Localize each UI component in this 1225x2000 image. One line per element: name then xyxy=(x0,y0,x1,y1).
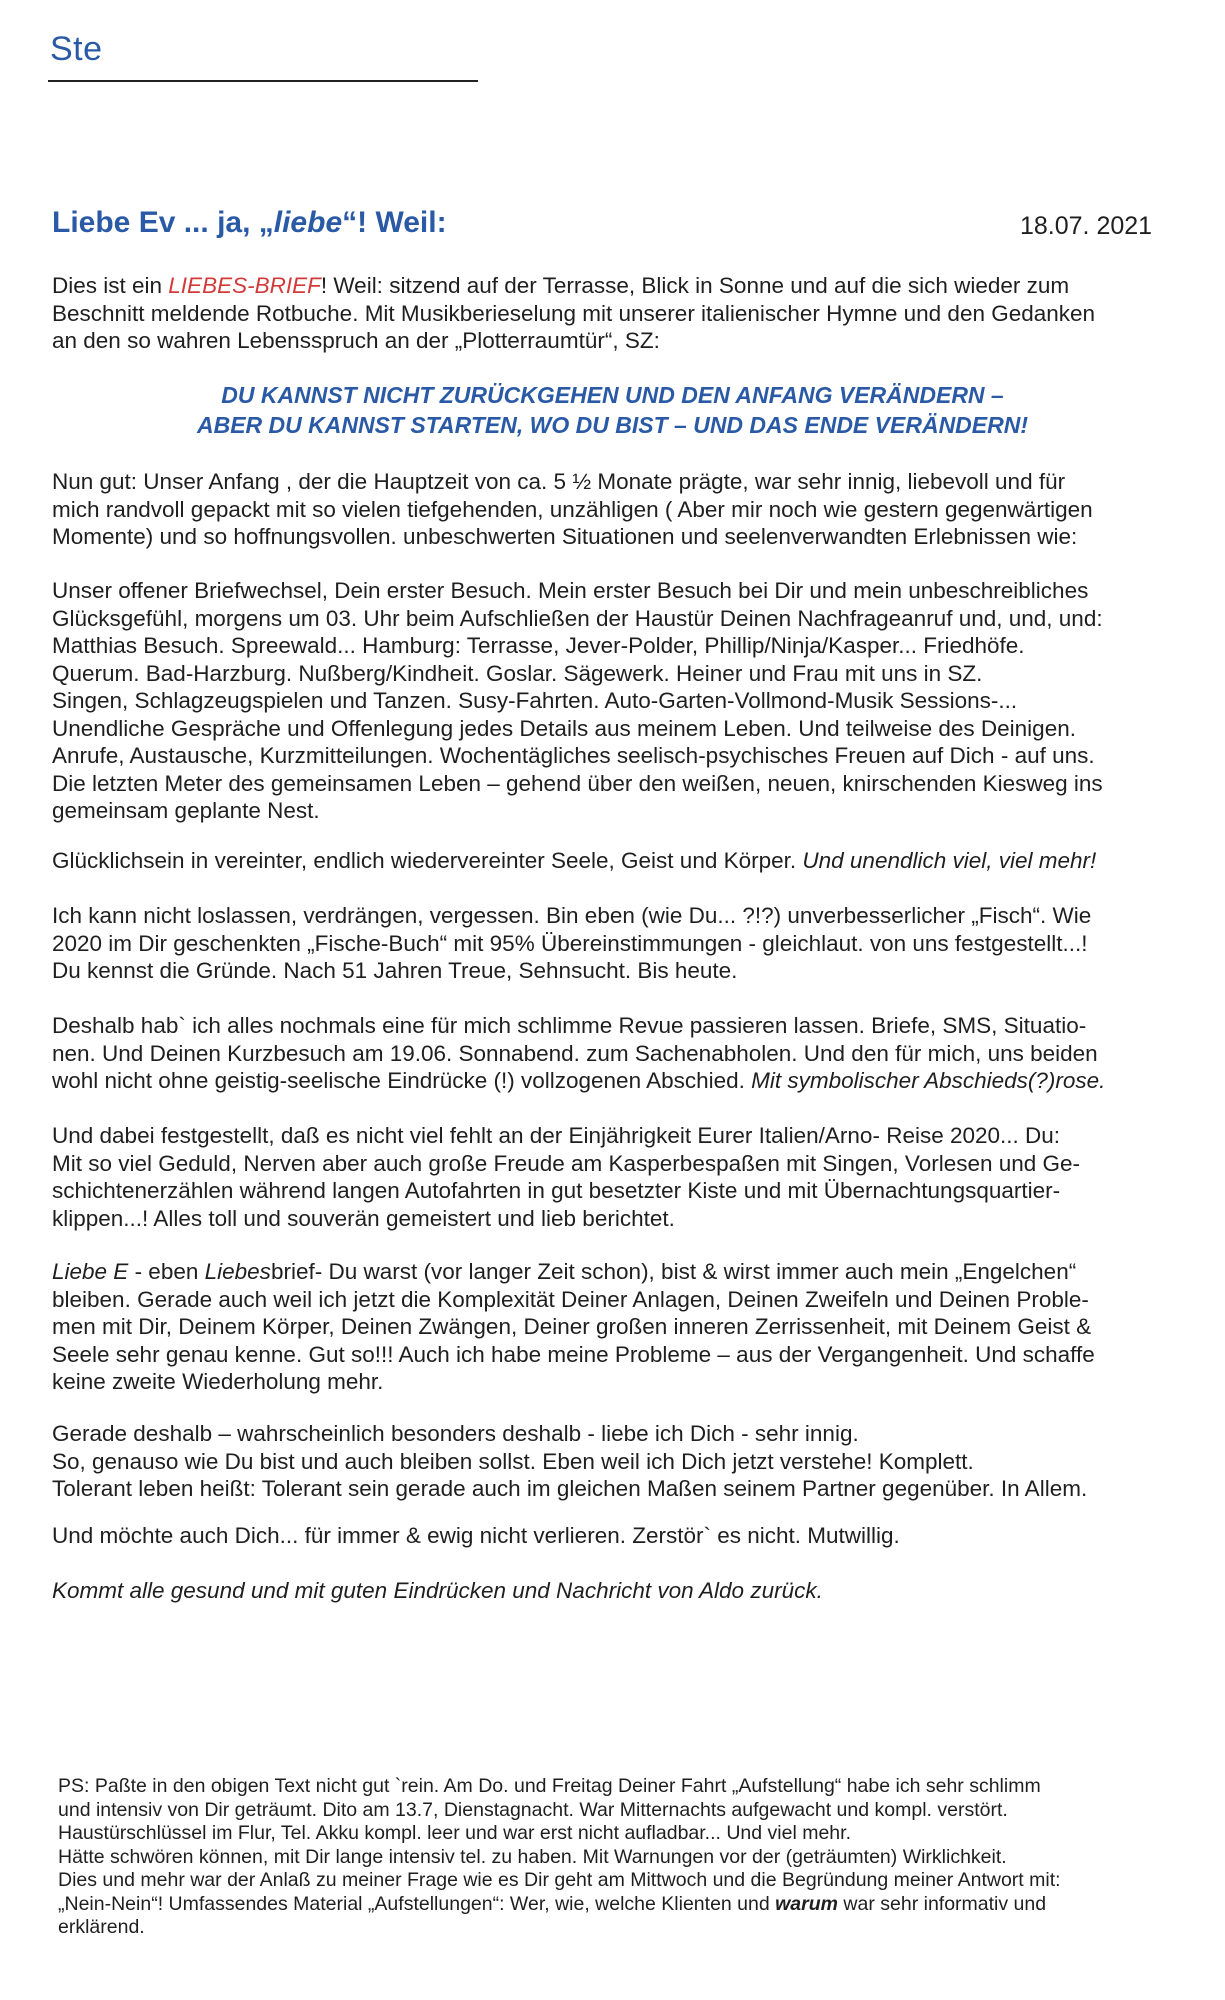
ps-line: Hätte schwören können, mit Dir lange intensiv tel. zu haben. Mit Warnungen vor der (geträumten) Wirklichkeit. xyxy=(58,1845,1007,1868)
text-line: Die letzten Meter des gemeinsamen Leben – gehend über den weißen, neuen, knirschenden Kiesweg ins xyxy=(52,770,1103,796)
text-span: brief- Du warst (vor langer Zeit schon), bist & wirst immer auch mein „Engelchen“ xyxy=(270,1259,1077,1284)
text-span: Glücklichsein in vereinter, endlich wiedervereinter Seele, Geist und Körper. xyxy=(52,848,803,873)
paragraph-reise xyxy=(52,1122,1202,1232)
header-divider xyxy=(48,80,478,82)
text-line: Seele sehr genau kenne. Gut so!!! Auch ich habe meine Probleme – aus der Vergangenheit. Und schaffe xyxy=(52,1341,1095,1367)
bold-span: warum xyxy=(775,1892,838,1915)
text-line xyxy=(52,1067,1202,1095)
quote-line: DU KANNST NICHT ZURÜCKGEHEN UND DEN ANFANG VERÄNDERN – xyxy=(221,382,1004,408)
text-line: men mit Dir, Deinem Körper, Deinen Zwängen, Deiner großen inneren Zerrissenheit, mit Deinem Geist & xyxy=(52,1314,1092,1339)
paragraph-liebe xyxy=(52,1420,1202,1503)
ps-line: Dies und mehr war der Anlaß zu meiner Frage wie es Dir geht am Mittwoch und die Begründung meiner Antwort mit: xyxy=(58,1869,1061,1891)
paragraph-gluecklich xyxy=(52,847,1202,875)
intro-line xyxy=(52,272,1202,300)
greeting-middle: ... ja, „ xyxy=(175,206,274,239)
text-line: keine zweite Wiederholung mehr. xyxy=(52,1369,384,1394)
letter-greeting xyxy=(52,206,447,240)
paragraph-engelchen xyxy=(52,1258,1202,1396)
text-line: klippen...! Alles toll und souverän gemeistert und lieb berichtet. xyxy=(52,1205,675,1231)
text-span: wohl nicht ohne geistig-seelische Eindrücke (!) vollzogenen Abschied. xyxy=(52,1068,752,1093)
text-line: mich randvoll gepackt mit so vielen tiefgehenden, unzähligen ( Aber mir noch wie gestern gegenwärtigen xyxy=(52,496,1093,522)
greeting-end: “! Weil: xyxy=(342,206,447,239)
text-line: Und möchte auch Dich... für immer & ewig nicht verlieren. Zerstör` es nicht. Mutwillig. xyxy=(52,1523,900,1548)
intro-line: an den so wahren Lebensspruch an der „Plotterraumtür“, SZ: xyxy=(52,328,660,353)
text-line: Unendliche Gespräche und Offenlegung jedes Details aus meinem Leben. Und teilweise des Deinigen. xyxy=(52,715,1076,741)
ps-line xyxy=(58,1893,1203,1917)
ps-line: erklärend. xyxy=(58,1916,145,1938)
paragraph-fisch xyxy=(52,902,1202,985)
text-line: nen. Und Deinen Kurzbesuch am 19.06. Sonnabend. zum Sachenabholen. Und den für mich, uns beiden xyxy=(52,1040,1098,1066)
text-line: schichtenerzählen während langen Autofahrten in gut besetzter Kiste und mit Übernachtungsquartier- xyxy=(52,1178,1061,1203)
text-span: „Nein-Nein“! Umfassendes Material „Aufstellungen“: Wer, wie, welche Klienten und xyxy=(58,1892,776,1915)
postscript xyxy=(58,1775,1203,1940)
text-line: Tolerant leben heißt: Tolerant sein gerade auch im gleichen Maßen seinem Partner gegenüber. In Allem. xyxy=(52,1476,1088,1501)
intro-paragraph xyxy=(52,272,1202,355)
text-line: 2020 im Dir geschenkten „Fische-Buch“ mit 95% Übereinstimmungen - gleichlaut. von uns festgestellt...! xyxy=(52,930,1088,956)
ps-line: Haustürschlüssel im Flur, Tel. Akku kompl. leer und war erst nicht aufladbar... Und viel mehr. xyxy=(58,1822,851,1844)
text-line: Anrufe, Austausche, Kurzmitteilungen. Wochentägliches seelisch-psychisches Freuen auf Dich - auf uns. xyxy=(52,743,1095,768)
ps-line: PS: Paßte in den obigen Text nicht gut `rein. Am Do. und Freitag Deiner Fahrt „Aufstellung“ habe ich sehr schlimm xyxy=(58,1775,1041,1797)
paragraph-revue xyxy=(52,1012,1202,1095)
liebes-brief-emphasis: LIEBES-BRIEF xyxy=(168,273,321,298)
text-line xyxy=(52,1258,1202,1286)
text-line: Und dabei festgestellt, daß es nicht viel fehlt an der Einjährigkeit Eurer Italien/Arno- Reise 2020... Du: xyxy=(52,1123,1061,1148)
text-line xyxy=(52,847,1202,875)
text-line: gemeinsam geplante Nest. xyxy=(52,798,320,823)
intro-line: Beschnitt meldende Rotbuche. Mit Musikberieselung mit unserer italienischer Hymne und den Gedanken xyxy=(52,300,1096,326)
paragraph-erinnerungen xyxy=(52,577,1202,825)
text-line: Unser offener Briefwechsel, Dein erster Besuch. Mein erster Besuch bei Dir und mein unbeschreibliches xyxy=(52,578,1089,603)
italic-span: Liebe E xyxy=(52,1259,129,1284)
paragraph-anfang xyxy=(52,468,1202,551)
italic-span: Liebes xyxy=(204,1259,271,1284)
greeting-name: Liebe Ev xyxy=(52,206,176,239)
italic-span: Und unendlich viel, viel mehr! xyxy=(802,848,1097,873)
text-line: Matthias Besuch. Spreewald... Hamburg: Terrasse, Jever-Polder, Phillip/Ninja/Kasper... Friedhöfe. xyxy=(52,633,1025,658)
text-line: Ich kann nicht loslassen, verdrängen, vergessen. Bin eben (wie Du... ?!?) unverbesserlicher „Fisch“. Wie xyxy=(52,903,1092,928)
text-line: Gerade deshalb – wahrscheinlich besonders deshalb - liebe ich Dich - sehr innig. xyxy=(52,1421,859,1446)
paragraph-nicht-verlieren xyxy=(52,1522,1202,1550)
intro-lead: Dies ist ein xyxy=(52,273,169,298)
quote-line: ABER DU KANNST STARTEN, WO DU BIST – UND DAS ENDE VERÄNDERN! xyxy=(196,412,1029,438)
text-line: Momente) und so hoffnungsvollen. unbeschwerten Situationen und seelenverwandten Erlebnissen wie: xyxy=(52,524,1078,549)
letter-date: 18.07. 2021 xyxy=(1020,212,1153,240)
intro-rest: ! Weil: sitzend auf der Terrasse, Blick in Sonne und auf die sich wieder zum xyxy=(320,273,1070,298)
text-line: Glücksgefühl, morgens um 03. Uhr beim Aufschließen der Haustür Deinen Nachfrageanruf und, und, und: xyxy=(52,605,1103,631)
text-line: Querum. Bad-Harzburg. Nußberg/Kindheit. Goslar. Sägewerk. Heiner und Frau mit uns in SZ. xyxy=(52,660,983,686)
italic-span: Mit symbolischer Abschieds(?)rose. xyxy=(751,1068,1106,1093)
greeting-liebe: liebe xyxy=(273,206,343,239)
sender-name: Ste xyxy=(50,30,103,68)
text-line: Deshalb hab` ich alles nochmals eine für mich schlimme Revue passieren lassen. Briefe, SMS, Situatio- xyxy=(52,1013,1087,1038)
text-span: - eben xyxy=(128,1259,205,1284)
text-line: Du kennst die Gründe. Nach 51 Jahren Treue, Sehnsucht. Bis heute. xyxy=(52,958,738,983)
paragraph-gruss xyxy=(52,1577,1202,1605)
text-span: war sehr informativ und xyxy=(838,1892,1047,1915)
text-line: bleiben. Gerade auch weil ich jetzt die Komplexität Deiner Anlagen, Deinen Zweifeln und Deinen Proble- xyxy=(52,1286,1089,1312)
motto-quote xyxy=(0,380,1225,440)
text-line: Singen, Schlagzeugspielen und Tanzen. Susy-Fahrten. Auto-Garten-Vollmond-Musik Sessions-... xyxy=(52,688,1018,713)
text-line: Mit so viel Geduld, Nerven aber auch große Freude am Kasperbespaßen mit Singen, Vorlesen und Ge- xyxy=(52,1150,1081,1176)
text-line: Kommt alle gesund und mit guten Eindrücken und Nachricht von Aldo zurück. xyxy=(52,1578,823,1603)
ps-line: und intensiv von Dir geträumt. Dito am 13.7, Dienstagnacht. War Mitternachts aufgewacht und kompl. verstört. xyxy=(58,1798,1008,1821)
text-line: Nun gut: Unser Anfang , der die Hauptzeit von ca. 5 ½ Monate prägte, war sehr innig, liebevoll und für xyxy=(52,469,1066,494)
text-line: So, genauso wie Du bist und auch bleiben sollst. Eben weil ich Dich jetzt verstehe! Komplett. xyxy=(52,1448,974,1474)
